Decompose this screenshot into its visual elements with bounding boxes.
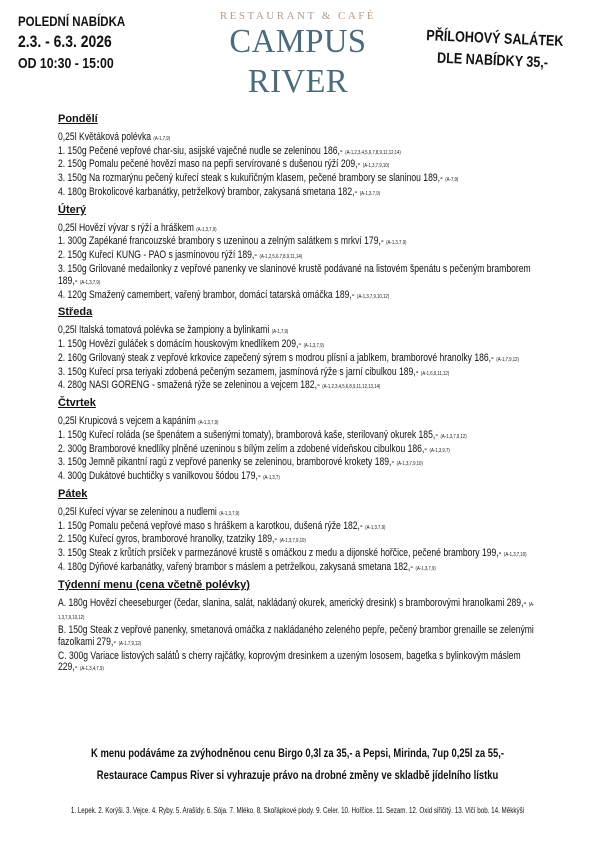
menu-item-text: 3. 150g Jemně pikantní ragú z vepřové panenky se zeleninou, bramborové krokety 189,- [58, 456, 395, 469]
allergen-codes: (A-1,3,7,9,10) [396, 461, 423, 468]
side-salad-price: DLE NABÍDKY 35,- [436, 49, 549, 72]
menu-item [58, 625, 542, 651]
allergen-codes: (A-1,3,7,9) [196, 226, 217, 233]
menu-item [58, 380, 464, 394]
disclaimer-text: Restaurace Campus River si vyhrazuje právo na drobné změny ve skladbě jídelního lístku [96, 770, 499, 782]
serving-hours: OD 10:30 - 15:00 [18, 55, 114, 72]
side-salad-title: PŘÍLOHOVÝ SALÁTEK [425, 27, 564, 51]
day-heading: Týdenní menu (cena včetně polévky) [58, 578, 250, 591]
menu-item-text: 1. 150g Kuřecí roláda (se špenátem a sušenými tomaty), bramborová kaše, sterilovaný okurek 185,- [58, 428, 439, 441]
menu-item-text: 1. 300g Zapékané francouzské brambory s uzeninou a zelným salátkem s mrkví 179,- [58, 235, 384, 248]
menu-item [58, 146, 464, 160]
day-heading: Úterý [58, 203, 87, 216]
allergen-codes: (A-1,3,7,9) [359, 190, 381, 197]
menu-item-text: 2. 150g Kuřecí KUNG - PAO s jasmínovou rýží 189,- [58, 249, 258, 262]
allergen-codes: (A-1,2,3,4,5,6,8,9,11,12,13,14) [322, 384, 381, 391]
menu-item-text: 4. 280g NASI GORENG - smažená rýže se zeleninou a vejcem 182,- [58, 379, 320, 392]
menu-item [58, 325, 464, 339]
menu-item-text: 1. 150g Hovězí guláček s domácím houskovým knedlíkem 209,- [58, 337, 302, 350]
menu-item-text: 2. 160g Grilovaný steak z vepřové krkovice zapečený sýrem s modrou plísní a jablkem, bramborové hranolky 186,- [58, 351, 494, 364]
allergen-codes: (A-1,3,7,9) [198, 419, 219, 426]
day-heading: Čtvrtek [58, 397, 96, 410]
menu-item [58, 353, 542, 367]
menu-item-text: 0,25l Krupicová s vejcem a kapáním [58, 414, 196, 427]
drinks-offer-text: K menu podáváme za zvýhodněnou cenu Birgo 0,3l za 35,- a Pepsi, Mirinda, 7up 0,25l za 55,- [91, 748, 504, 760]
menu-item-text: B. 150g Steak z vepřové panenky, smetanová omáčka z nakládaného zeleného pepře, pečený brambor grenaille se zelenými fazolkami 279,- [58, 624, 534, 648]
allergen-codes: (A-1,7,9) [271, 329, 289, 336]
allergen-codes: (A-1,2,3,4,5,6,7,8,9,11,12,14) [345, 149, 401, 156]
menu-item-text: C. 300g Variace listových salátů s cherry rajčátky, koprovým dresinkem a uzeným lososem, bagetka s bylinkovým máslem 229,- [58, 649, 521, 674]
disclaimer [0, 770, 595, 782]
menu-item [58, 562, 464, 576]
menu-heading: POLEDNÍ NABÍDKA [18, 13, 126, 29]
menu-item [58, 521, 464, 535]
allergen-codes: (A-1,3,7,10) [503, 552, 527, 559]
allergen-codes: (A-1,3,7,9) [303, 342, 324, 349]
menu-item [58, 598, 542, 626]
menu-item-text: 0,25l Hovězí vývar s rýží a hráškem [58, 221, 194, 234]
menu-item [58, 159, 464, 173]
allergen-codes: (A-1,6,9,11,12) [420, 370, 450, 377]
header-right [412, 25, 574, 76]
menu-item-text: 3. 150g Grilované medailonky z vepřové panenky ve slaninové krustě podávané na listovém špenátu s pečeným bramborem 189,- [58, 262, 531, 287]
allergen-codes: (A-1,3,7,9) [219, 510, 240, 517]
day-heading: Pátek [58, 487, 88, 500]
menu-item [58, 416, 464, 430]
allergen-codes: (A-1,3,7,9,10,12) [58, 601, 535, 622]
menu-item-text: 4. 180g Dýňové karbanátky, vařený brambor s máslem a petrželkou, zakysaná smetana 182,- [58, 560, 414, 573]
allergen-codes: (A-1,3,7,9) [415, 565, 436, 572]
allergen-codes: (A-1,3,7,9) [386, 240, 407, 247]
allergen-codes: (A-1,3,7,9,10) [279, 538, 306, 545]
menu-item [58, 290, 464, 304]
allergen-codes: (A-7,9) [445, 177, 459, 184]
allergen-codes: (A-1,3,7,9) [365, 524, 386, 531]
allergen-legend [0, 806, 595, 815]
menu-item-text: 0,25l Květáková polévka [58, 130, 152, 143]
logo-tagline: RESTAURANT & CAFÉ [219, 10, 377, 22]
menu-item [58, 507, 464, 521]
menu-item-text: 4. 300g Dukátové buchtičky s vanilkovou šódou 179,- [58, 470, 261, 483]
menu-item [58, 339, 464, 353]
menu-item [58, 250, 464, 264]
header-left [18, 12, 158, 74]
allergen-codes: (A-1,3,9,7) [429, 447, 450, 454]
restaurant-logo [178, 10, 418, 102]
menu-item-text: 3. 150g Na rozmarýnu pečený kuřecí steak s kukuřičným klasem, pečené brambory se slaninou 189,- [58, 172, 443, 185]
allergen-codes: (A-1,3,7,9) [79, 279, 101, 286]
menu-item [58, 534, 464, 548]
menu-item-text: 1. 150g Pomalu pečená vepřové maso s hráškem a karotkou, dušená rýže 182,- [58, 519, 363, 532]
day-heading: Pondělí [58, 113, 98, 125]
allergen-codes: (A-1,7,9,12) [118, 640, 142, 647]
menu-item [58, 223, 464, 237]
menu-item-text: 2. 150g Pomalu pečené hovězí maso na pepři servírované s dušenou rýží 209,- [58, 158, 361, 171]
menu-item-text: 4. 120g Smažený camembert, vařený brambor, domácí tatarská omáčka 189,- [58, 288, 355, 301]
allergen-codes: (A-1,3,4,7,9) [79, 666, 104, 673]
menu-item [58, 471, 464, 485]
allergen-codes: (A-1,3,7,9,10,12) [357, 293, 390, 300]
menu-item-text: 2. 300g Bramborové knedlíky plněné uzeninou s bílým zelím a zdobené vídeňskou cibulkou 186,- [58, 442, 428, 455]
menu-item-text: 0,25l Kuřecí vývar se zeleninou a nudlemi [58, 505, 217, 518]
allergen-codes: (A-1,7,9) [153, 135, 171, 142]
menu-item [58, 264, 542, 290]
weekly-menu [58, 110, 578, 676]
menu-item [58, 548, 542, 562]
menu-item [58, 430, 542, 444]
menu-item-text: 2. 150g Kuřecí gyros, bramborové hranolky, tzatziky 189,- [58, 533, 278, 546]
allergen-legend-text: 1. Lepek. 2. Korýši. 3. Vejce. 4. Ryby. 5. Arašídy. 6. Sója. 7. Mléko. 8. Skořápkové plody. 9. Celer. 10. Hořčice. 11. Sezam. 12. Oxid siřičitý. 13. Vlčí bob. 14. Měkkýši [70, 806, 525, 815]
menu-item [58, 444, 464, 458]
allergen-codes: (A-1,3,7,9,10) [362, 163, 390, 170]
menu-item-text: A. 180g Hovězí cheeseburger (čedar, slanina, salát, nakládaný okurek, americký dresink) s bramborovými hranolkami 289,- [58, 596, 527, 609]
menu-item-text: 1. 150g Pečené vepřové char-siu, asijské vaječné nudle se zeleninou 186,- [58, 144, 343, 157]
menu-item [58, 236, 464, 250]
menu-item [58, 457, 464, 471]
allergen-codes: (A-1,3,7) [263, 475, 280, 482]
menu-item [58, 651, 542, 677]
logo-name: CAMPUS RIVER [229, 23, 367, 100]
menu-item-text: 4. 180g Brokolicové karbanátky, petrželkový brambor, zakysaná smetana 182,- [58, 185, 358, 198]
menu-item-text: 0,25l Italská tomatová polévka se žampiony a bylinkami [58, 324, 270, 337]
drinks-offer [0, 748, 595, 760]
menu-item-text: 3. 150g Steak z krůtích prsíček v parmezánové krustě s omáčkou z medu a dijonské hořčice, pečené brambory 199,- [58, 547, 502, 560]
allergen-codes: (A-1,3,7,9,12) [440, 433, 467, 440]
menu-item [58, 187, 464, 201]
menu-item [58, 367, 464, 381]
week-dates: 2.3. - 6.3. 2026 [18, 32, 112, 51]
menu-item [58, 173, 464, 187]
menu-item [58, 132, 464, 146]
allergen-codes: (A-1,7,9,12) [496, 356, 519, 363]
day-heading: Středa [58, 306, 93, 319]
allergen-codes: (A-1,2,5,6,7,8,9,11,14) [259, 254, 303, 261]
menu-item-text: 3. 150g Kuřecí prsa teriyaki zdobená pečeným sezamem, jasmínová rýže s jarní cibulkou 189,- [58, 365, 419, 378]
